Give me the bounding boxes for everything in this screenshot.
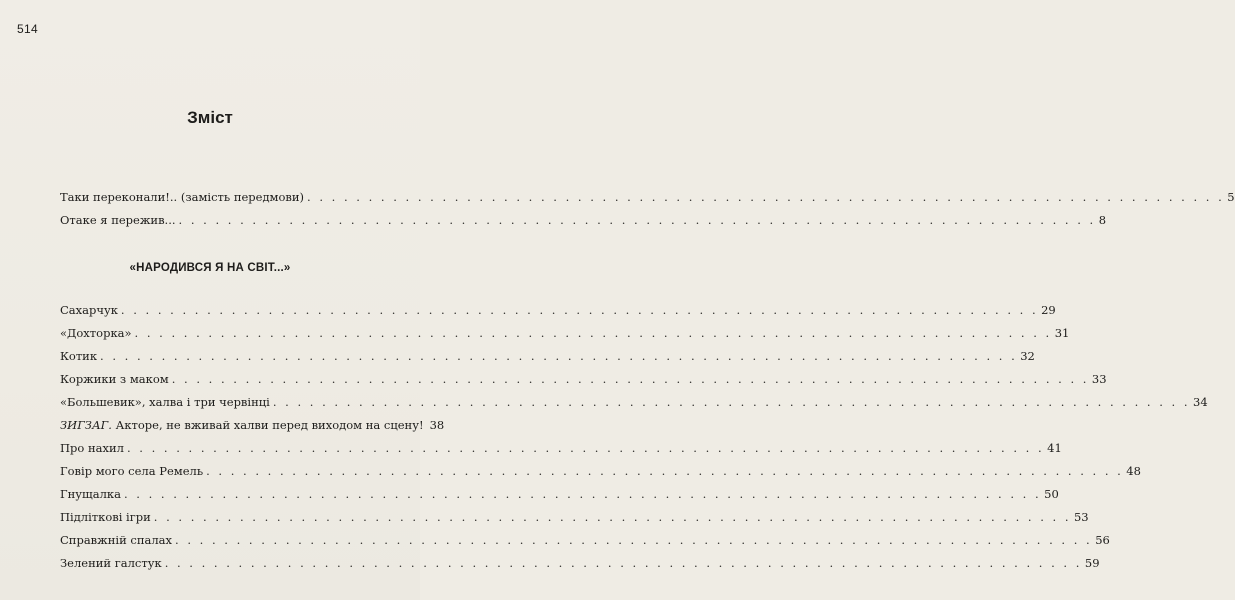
toc-entry [60, 487, 1059, 505]
toc-entry-title: «Большевик», халва і три червінці [60, 395, 270, 409]
toc-entry-page: 31 [1054, 326, 1070, 340]
toc-entry-title: Котик [60, 349, 98, 363]
toc-entry-page: 38 [429, 418, 445, 432]
toc-entry-page: 34 [1193, 395, 1208, 409]
toc-entry [60, 418, 445, 436]
toc-entry-title: «Дохторка» [60, 326, 132, 340]
toc-dot-leader [179, 213, 1096, 227]
toc-dot-leader [154, 510, 1071, 524]
toc-dot-leader [127, 441, 1044, 455]
toc-entry-page: 53 [1073, 510, 1089, 524]
toc-entry [60, 464, 1141, 482]
toc-entry-title: Говір мого села Ремель [60, 464, 204, 478]
toc-entry [60, 510, 1089, 528]
toc-entry-page: 59 [1084, 556, 1100, 570]
toc-entry-title: Зелений галстук [60, 556, 162, 570]
toc-dot-leader [135, 326, 1052, 340]
toc-entry-page: 5 [1227, 190, 1235, 204]
toc-entry-title [60, 418, 424, 432]
contents-title: Зміст [187, 108, 233, 127]
toc-entry-page: 50 [1044, 487, 1059, 501]
toc-entry-title-italic: ЗИГЗАГ. [60, 418, 112, 432]
toc-dot-leader [121, 303, 1038, 317]
toc-entry-page: 33 [1091, 372, 1107, 386]
toc-dot-leader [307, 190, 1224, 204]
toc-entry-page: 29 [1041, 303, 1056, 317]
toc-entry [60, 533, 1110, 551]
toc-dot-leader [175, 533, 1092, 547]
toc-entry [60, 190, 1235, 208]
toc-entry-page: 56 [1095, 533, 1110, 547]
toc-entry-title: Таки переконали!.. (замість передмови) [60, 190, 305, 204]
toc-dot-leader [165, 556, 1082, 570]
toc-entry [60, 326, 1070, 344]
toc-entry-title: Про нахил [60, 441, 124, 455]
toc-entry [60, 556, 1100, 574]
toc-entry [60, 213, 1107, 231]
toc-entry-title-rest: Акторе, не вживай халви перед виходом на сцену! [111, 418, 424, 432]
toc-entry [60, 349, 1035, 367]
section-heading: «НАРОДИВСЯ Я НА СВІТ...» [129, 262, 291, 274]
toc-entry-title: Справжній спалах [60, 533, 173, 547]
toc-entry-page: 48 [1126, 464, 1141, 478]
toc-dot-leader [273, 395, 1190, 409]
toc-entry [60, 372, 1107, 390]
toc-entry-title: Гнущалка [60, 487, 121, 501]
toc-entry-title: Коржики з маком [60, 372, 169, 386]
toc-entry-page: 8 [1098, 213, 1107, 227]
toc-dot-leader [124, 487, 1041, 501]
toc-entry-page: 41 [1047, 441, 1062, 455]
toc-entry [60, 395, 1208, 413]
toc-dot-leader [172, 372, 1089, 386]
toc-entry [60, 303, 1056, 321]
toc-dot-leader [206, 464, 1123, 478]
toc-entry-title: Отаке я пережив... [60, 213, 176, 227]
toc-entry-title: Підліткові ігри [60, 510, 151, 524]
toc-entry [60, 441, 1062, 459]
toc-dot-leader [100, 349, 1017, 363]
toc-entry-page: 32 [1020, 349, 1035, 363]
toc-entry-title: Сахарчук [60, 303, 118, 317]
page-number: 514 [17, 22, 38, 36]
